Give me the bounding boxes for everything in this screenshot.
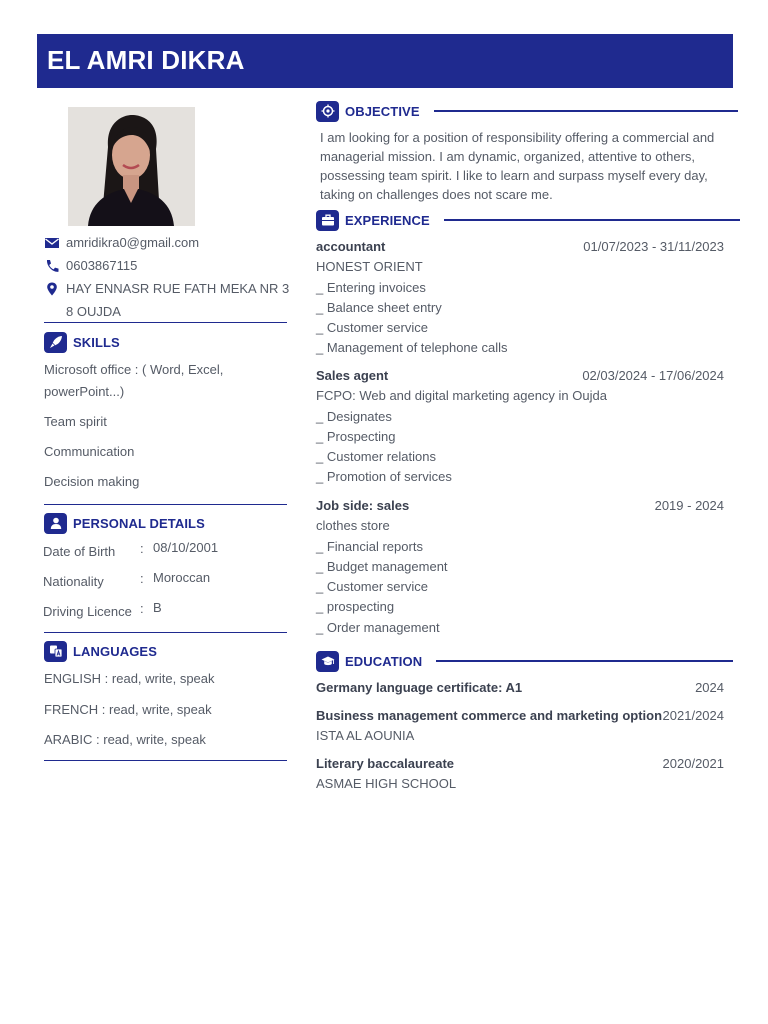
education-title: EDUCATION (345, 653, 423, 669)
candidate-name: EL AMRI DIKRA (47, 45, 245, 75)
phone-text: 0603867115 (66, 258, 138, 273)
detail-separator: : (140, 541, 144, 556)
divider-personal (44, 632, 287, 633)
languages-title: LANGUAGES (73, 643, 157, 659)
address-line-2: 8 OUJDA (66, 304, 121, 319)
education-title-text: Germany language certificate: A1 (316, 680, 523, 695)
skills-title: SKILLS (73, 334, 120, 350)
header-banner (37, 34, 733, 88)
objective-text: I am looking for a position of responsibility offering a commercial and managerial mission. I am dynamic, organized, attentive to others, possessing team spirit. I like to learn and surpass myself every day, taking on challenges does not scare me. (320, 130, 715, 202)
skills-list (44, 359, 284, 501)
job-title: Job side: sales (316, 498, 410, 513)
job-task: _ Management of telephone calls (316, 340, 508, 356)
job-company: FCPO: Web and digital marketing agency in Oujda (316, 388, 607, 404)
contact-phone[interactable] (44, 254, 294, 277)
job-task: _ Entering invoices (316, 279, 426, 295)
detail-value: 08/10/2001 (153, 540, 219, 555)
experience-title-rule (444, 219, 740, 221)
job-task: _ Promotion of services (316, 469, 452, 485)
job-task: _ Balance sheet entry (316, 299, 442, 315)
education-entry (316, 754, 724, 795)
detail-value: B (153, 600, 162, 615)
job-task: _ Order management (316, 619, 440, 635)
objective-title: OBJECTIVE (345, 103, 420, 119)
job-company: clothes store (316, 518, 390, 534)
skill-item: Team spirit (44, 414, 107, 429)
job-dates: 02/03/2024 - 17/06/2024 (582, 368, 724, 383)
divider-contact (44, 322, 287, 323)
translate-icon (44, 641, 67, 662)
education-title-text: Business management commerce and marketing option (316, 708, 663, 723)
detail-key: Date of Birth (43, 544, 116, 559)
languages-list (44, 669, 294, 761)
education-school: ASMAE HIGH SCHOOL (316, 776, 457, 792)
section-skills-header (44, 331, 120, 353)
portrait-image (68, 107, 195, 226)
experience-title: EXPERIENCE (345, 212, 430, 228)
education-dates: 2024 (695, 680, 724, 695)
experience-entry (316, 237, 724, 359)
section-objective-header (316, 100, 738, 122)
email-text: amridikra0@gmail.com (66, 235, 200, 250)
section-personal-details-header (44, 512, 205, 534)
job-task: _ Customer service (316, 320, 428, 336)
section-experience-header (316, 209, 740, 231)
skill-item: Communication (44, 444, 135, 459)
job-title: Sales agent (316, 368, 389, 383)
detail-separator: : (140, 601, 144, 616)
skill-item: Decision making (44, 474, 140, 489)
job-task: _ Customer relations (316, 449, 436, 465)
contact-block (44, 231, 294, 323)
experience-entry (316, 366, 724, 488)
job-task: _ Budget management (316, 558, 448, 574)
education-school: ISTA AL AOUNIA (316, 728, 415, 744)
rocket-icon (44, 332, 67, 353)
detail-key: Driving Licence (43, 604, 132, 619)
graduation-cap-icon (316, 651, 339, 672)
job-task: _ Customer service (316, 579, 428, 595)
phone-icon (44, 259, 60, 273)
job-title: accountant (316, 239, 386, 254)
divider-skills (44, 504, 287, 505)
personal-details-title: PERSONAL DETAILS (73, 515, 205, 531)
job-dates: 01/07/2023 - 31/11/2023 (583, 239, 724, 254)
objective-title-rule (434, 110, 738, 112)
location-pin-icon (44, 282, 60, 296)
skill-item: Microsoft office : ( Word, Excel, powerPoint...) (44, 362, 224, 399)
job-task: _ Prospecting (316, 428, 396, 444)
language-item: FRENCH : read, write, speak (44, 701, 212, 717)
job-task: _ Designates (316, 408, 392, 424)
detail-key: Nationality (43, 574, 104, 589)
contact-address (44, 277, 294, 323)
address-line-1: HAY ENNASR RUE FATH MEKA NR 3 (66, 281, 290, 296)
experience-entry (316, 496, 724, 638)
job-task: _ Financial reports (316, 538, 423, 554)
education-title-rule (436, 660, 733, 662)
education-title-text: Literary baccalaureate (316, 756, 455, 771)
job-dates: 2019 - 2024 (654, 498, 724, 513)
detail-value: Moroccan (153, 570, 211, 585)
job-task: _ prospecting (316, 599, 395, 615)
profile-photo (68, 107, 195, 226)
language-item: ENGLISH : read, write, speak (44, 671, 215, 686)
target-icon (316, 101, 339, 122)
divider-languages (44, 760, 287, 761)
section-education-header (316, 650, 733, 672)
education-dates: 2020/2021 (662, 756, 724, 771)
person-icon (44, 513, 67, 534)
briefcase-icon (316, 210, 339, 231)
section-languages-header (44, 640, 157, 662)
education-entry (316, 678, 724, 698)
job-company: HONEST ORIENT (316, 259, 423, 275)
education-dates: 2021/2024 (662, 708, 724, 723)
envelope-icon (44, 236, 60, 250)
contact-email[interactable] (44, 231, 294, 254)
language-item: ARABIC : read, write, speak (44, 732, 206, 747)
education-entry (316, 706, 724, 747)
detail-separator: : (140, 571, 144, 586)
